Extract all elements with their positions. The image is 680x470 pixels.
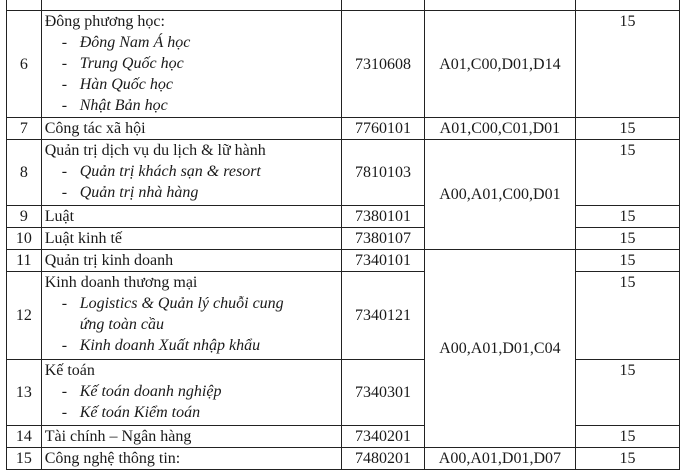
quota-cell: 15 (576, 228, 680, 250)
sub-item: - Trung Quốc học (61, 55, 184, 72)
combo-cell: A01,C00,D01,D14 (424, 11, 575, 118)
table-row (7, 448, 680, 470)
stt-cell: 7 (7, 118, 42, 140)
program-name: Đông phương học: (44, 13, 165, 30)
name-cell (41, 0, 342, 11)
code-cell (342, 0, 424, 11)
quota-cell: 15 (576, 360, 680, 426)
combo-cell: A00,A01,D01,D07 (424, 448, 575, 470)
table-row (7, 0, 680, 11)
stt-cell: 8 (7, 140, 42, 206)
sub-item: - Quản trị khách sạn & resort (61, 163, 261, 180)
table-row (7, 360, 680, 426)
name-cell: Luật kinh tế (41, 228, 342, 250)
quota-cell: 15 (576, 118, 680, 140)
sub-item: - Kinh doanh Xuất nhập khẩu (61, 337, 261, 354)
quota-cell: 15 (576, 206, 680, 228)
program-name: Kế toán (44, 362, 95, 379)
table-row (7, 228, 680, 250)
table-row (7, 250, 680, 272)
quota-cell: 15 (576, 11, 680, 118)
stt-cell: 14 (7, 426, 42, 448)
combo-cell (424, 0, 575, 11)
program-name: Kinh doanh thương mại (44, 274, 198, 291)
code-cell: 7380101 (342, 206, 424, 228)
table-row (7, 272, 680, 360)
name-cell (41, 272, 342, 360)
name-cell: Công tác xã hội (41, 118, 342, 140)
sub-item: - Nhật Bản học (61, 97, 168, 114)
table-row (7, 426, 680, 448)
name-cell (41, 360, 342, 426)
code-cell: 7340121 (342, 272, 424, 360)
stt-cell: 12 (7, 272, 42, 360)
code-cell: 7310608 (342, 11, 424, 118)
code-cell: 7340301 (342, 360, 424, 426)
stt-cell: 13 (7, 360, 42, 426)
code-cell: 7340201 (342, 426, 424, 448)
table-row (7, 118, 680, 140)
admissions-table (6, 0, 680, 470)
name-cell: Luật (41, 206, 342, 228)
sub-item: - Kế toán Kiểm toán (61, 404, 201, 421)
stt-cell: 15 (7, 448, 42, 470)
stt-cell: 9 (7, 206, 42, 228)
stt-cell: 10 (7, 228, 42, 250)
stt-cell (7, 0, 42, 11)
code-cell: 7760101 (342, 118, 424, 140)
quota-cell: 15 (576, 426, 680, 448)
quota-cell (576, 0, 680, 11)
program-name: Quản trị dịch vụ du lịch & lữ hành (44, 142, 266, 159)
sub-item: - Quản trị nhà hàng (61, 184, 199, 201)
name-cell: Công nghệ thông tin: (41, 448, 342, 470)
combo-cell: A00,A01,C00,D01 (424, 140, 575, 250)
code-cell: 7480201 (342, 448, 424, 470)
code-cell: 7380107 (342, 228, 424, 250)
table-row (7, 11, 680, 118)
name-cell (41, 140, 342, 206)
quota-cell: 15 (576, 448, 680, 470)
sub-item: - Logistics & Quản lý chuỗi cung (61, 295, 284, 312)
table-row (7, 140, 680, 206)
quota-cell: 15 (576, 250, 680, 272)
sub-item-continuation: ứng toàn cầu (79, 316, 164, 333)
table-row (7, 206, 680, 228)
name-cell: Tài chính – Ngân hàng (41, 426, 342, 448)
sub-item: - Đông Nam Á học (61, 34, 191, 51)
combo-cell: A00,A01,D01,C04 (424, 250, 575, 448)
stt-cell: 11 (7, 250, 42, 272)
stt-cell: 6 (7, 11, 42, 118)
name-cell (41, 11, 342, 118)
sub-item: - Hàn Quốc học (61, 76, 173, 93)
name-cell: Quản trị kinh doanh (41, 250, 342, 272)
code-cell: 7810103 (342, 140, 424, 206)
quota-cell: 15 (576, 272, 680, 360)
combo-cell: A01,C00,C01,D01 (424, 118, 575, 140)
quota-cell: 15 (576, 140, 680, 206)
code-cell: 7340101 (342, 250, 424, 272)
sub-item: - Kế toán doanh nghiệp (61, 383, 222, 400)
